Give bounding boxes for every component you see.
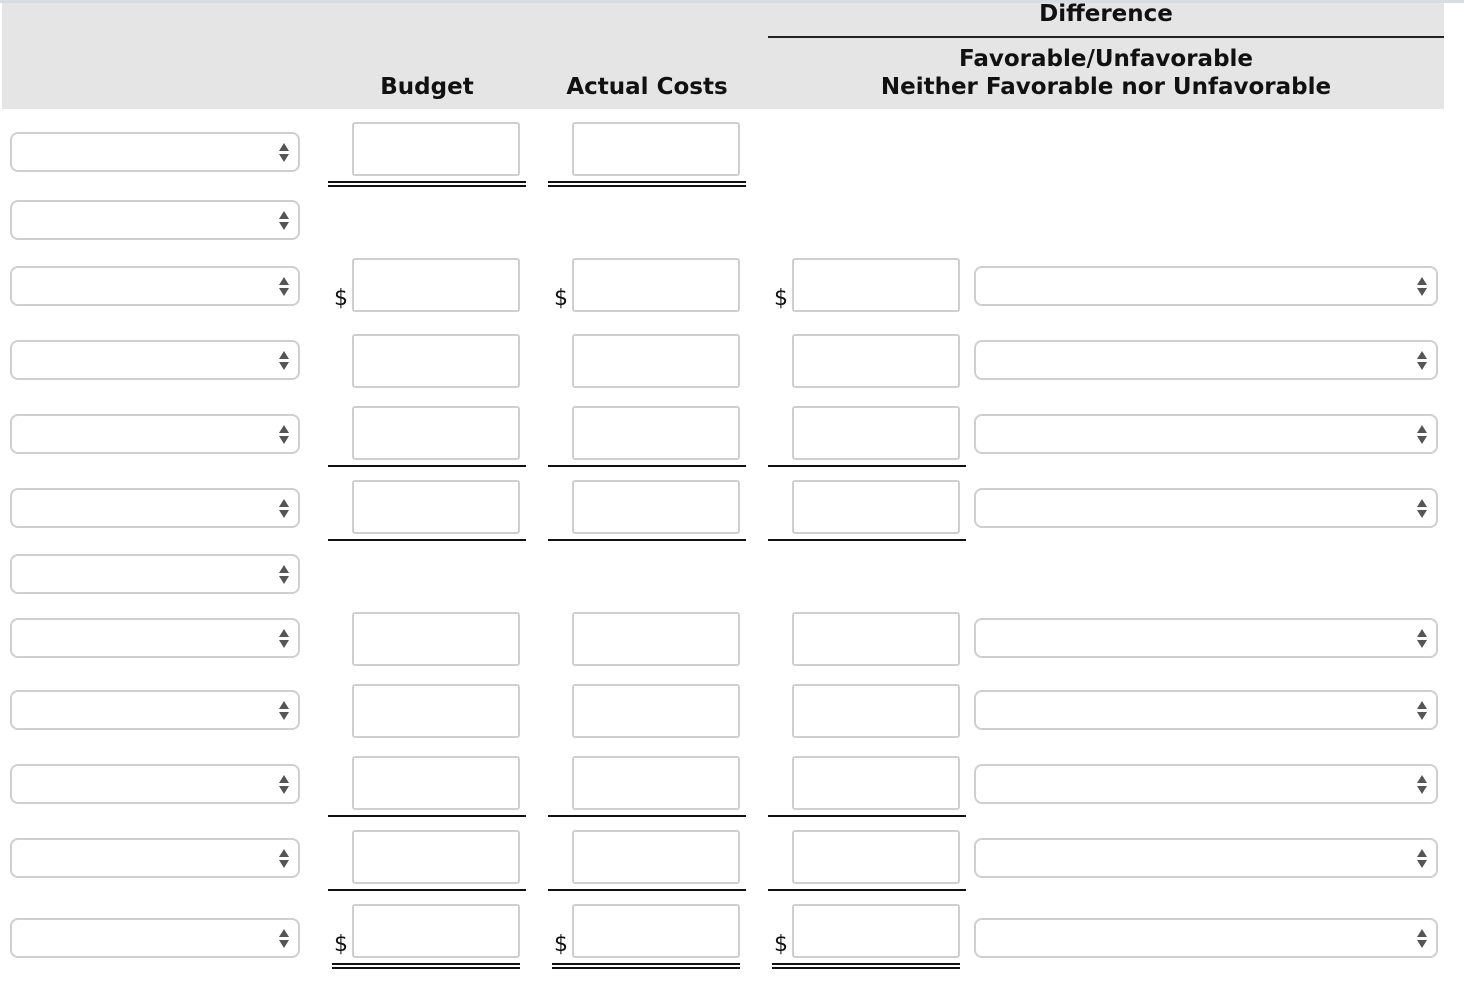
- difference-input[interactable]: [792, 756, 960, 810]
- header-budget: Budget: [380, 74, 474, 100]
- actual-costs-input[interactable]: [572, 334, 740, 388]
- select-arrows-icon: [1417, 628, 1427, 648]
- difference-underline: [768, 539, 966, 541]
- select-arrows-icon: [279, 774, 289, 794]
- row-label-select[interactable]: [10, 200, 300, 240]
- actual-underline: [548, 539, 746, 541]
- header-difference: Difference: [1039, 1, 1173, 27]
- actual-costs-input[interactable]: [572, 612, 740, 666]
- actual-costs-input[interactable]: [572, 684, 740, 738]
- budget-input[interactable]: [352, 684, 520, 738]
- budget-input[interactable]: [352, 406, 520, 460]
- favorable-select[interactable]: [974, 266, 1438, 306]
- budget-double-underline-top: [328, 181, 526, 183]
- difference-input[interactable]: [792, 258, 960, 312]
- budget-dollar-sign: $: [334, 932, 348, 957]
- budget-input[interactable]: [352, 830, 520, 884]
- row-label-select[interactable]: [10, 918, 300, 958]
- actual-double-underline-bottom: [552, 967, 740, 969]
- select-arrows-icon: [279, 276, 289, 296]
- row-label-select[interactable]: [10, 488, 300, 528]
- difference-dollar-sign: $: [774, 286, 788, 311]
- select-arrows-icon: [279, 628, 289, 648]
- select-arrows-icon: [1417, 774, 1427, 794]
- budget-input[interactable]: [352, 756, 520, 810]
- budget-double-underline-bottom: [332, 967, 520, 969]
- budget-double-underline-bottom: [328, 185, 526, 187]
- select-arrows-icon: [1417, 700, 1427, 720]
- select-arrows-icon: [279, 210, 289, 230]
- budget-underline: [328, 889, 526, 891]
- actual-costs-input[interactable]: [572, 406, 740, 460]
- select-arrows-icon: [1417, 350, 1427, 370]
- favorable-select[interactable]: [974, 764, 1438, 804]
- budget-input[interactable]: [352, 480, 520, 534]
- budget-input[interactable]: [352, 612, 520, 666]
- difference-rule: [768, 36, 1444, 38]
- difference-double-underline-bottom: [772, 967, 960, 969]
- favorable-select[interactable]: [974, 414, 1438, 454]
- row-label-select[interactable]: [10, 266, 300, 306]
- actual-costs-input[interactable]: [572, 756, 740, 810]
- row-label-select[interactable]: [10, 554, 300, 594]
- select-arrows-icon: [1417, 498, 1427, 518]
- budget-underline: [328, 465, 526, 467]
- select-arrows-icon: [1417, 276, 1427, 296]
- difference-input[interactable]: [792, 830, 960, 884]
- favorable-select[interactable]: [974, 690, 1438, 730]
- select-arrows-icon: [1417, 848, 1427, 868]
- favorable-select[interactable]: [974, 918, 1438, 958]
- actual-costs-input[interactable]: [572, 480, 740, 534]
- difference-double-underline-top: [772, 963, 960, 965]
- budget-input[interactable]: [352, 334, 520, 388]
- actual-dollar-sign: $: [554, 286, 568, 311]
- difference-dollar-sign: $: [774, 932, 788, 957]
- row-label-select[interactable]: [10, 690, 300, 730]
- budget-dollar-sign: $: [334, 286, 348, 311]
- select-arrows-icon: [279, 848, 289, 868]
- header-actual-costs: Actual Costs: [566, 74, 728, 100]
- actual-costs-input[interactable]: [572, 122, 740, 176]
- row-label-select[interactable]: [10, 414, 300, 454]
- row-label-select[interactable]: [10, 764, 300, 804]
- budget-input[interactable]: [352, 122, 520, 176]
- favorable-select[interactable]: [974, 488, 1438, 528]
- actual-dollar-sign: $: [554, 932, 568, 957]
- difference-input[interactable]: [792, 334, 960, 388]
- budget-input[interactable]: [352, 904, 520, 958]
- budget-underline: [328, 815, 526, 817]
- header-neither: Neither Favorable nor Unfavorable: [880, 74, 1332, 100]
- actual-underline: [548, 815, 746, 817]
- row-label-select[interactable]: [10, 340, 300, 380]
- favorable-select[interactable]: [974, 340, 1438, 380]
- actual-costs-input[interactable]: [572, 258, 740, 312]
- budget-input[interactable]: [352, 258, 520, 312]
- difference-input[interactable]: [792, 904, 960, 958]
- actual-double-underline-top: [552, 963, 740, 965]
- select-arrows-icon: [1417, 424, 1427, 444]
- actual-underline: [548, 889, 746, 891]
- header-favorable: Favorable/Unfavorable: [958, 46, 1254, 72]
- difference-input[interactable]: [792, 612, 960, 666]
- actual-double-underline-bottom: [548, 185, 746, 187]
- difference-input[interactable]: [792, 406, 960, 460]
- row-label-select[interactable]: [10, 132, 300, 172]
- row-label-select[interactable]: [10, 618, 300, 658]
- select-arrows-icon: [279, 564, 289, 584]
- row-label-select[interactable]: [10, 838, 300, 878]
- difference-underline: [768, 465, 966, 467]
- budget-double-underline-top: [332, 963, 520, 965]
- actual-underline: [548, 465, 746, 467]
- actual-costs-input[interactable]: [572, 830, 740, 884]
- actual-costs-input[interactable]: [572, 904, 740, 958]
- budget-underline: [328, 539, 526, 541]
- actual-double-underline-top: [548, 181, 746, 183]
- select-arrows-icon: [279, 350, 289, 370]
- select-arrows-icon: [279, 424, 289, 444]
- difference-underline: [768, 815, 966, 817]
- select-arrows-icon: [279, 498, 289, 518]
- select-arrows-icon: [1417, 928, 1427, 948]
- select-arrows-icon: [279, 928, 289, 948]
- favorable-select[interactable]: [974, 618, 1438, 658]
- select-arrows-icon: [279, 700, 289, 720]
- select-arrows-icon: [279, 142, 289, 162]
- difference-underline: [768, 889, 966, 891]
- favorable-select[interactable]: [974, 838, 1438, 878]
- difference-input[interactable]: [792, 480, 960, 534]
- difference-input[interactable]: [792, 684, 960, 738]
